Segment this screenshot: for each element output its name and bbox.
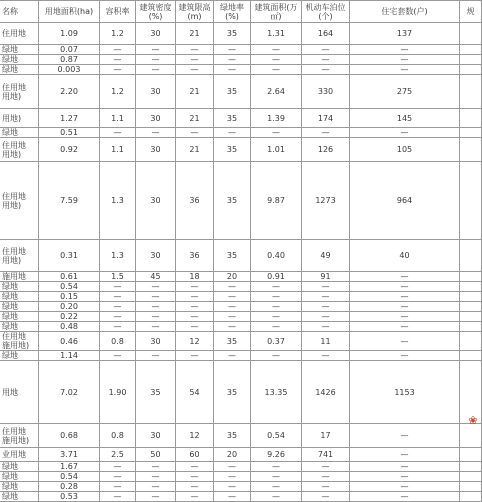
- table-cell: —: [350, 282, 460, 292]
- table-cell: 12: [176, 332, 214, 351]
- table-row: [0, 351, 482, 361]
- table-row: [0, 492, 482, 502]
- table-cell: 36: [176, 240, 214, 272]
- table-cell: —: [136, 55, 176, 65]
- table-cell: 1.3: [100, 240, 136, 272]
- table-cell: 0.61: [39, 272, 100, 282]
- table-cell: 45: [136, 272, 176, 282]
- table-cell: —: [214, 472, 251, 482]
- table-cell: 0.07: [39, 45, 100, 55]
- table-cell: 1153: [350, 361, 460, 424]
- table-cell: —: [100, 322, 136, 332]
- table-cell: [460, 472, 482, 482]
- table-cell: —: [176, 292, 214, 302]
- table-cell: 30: [136, 109, 176, 128]
- row-name-cell: 住用地 用地): [0, 75, 39, 109]
- table-cell: —: [100, 472, 136, 482]
- table-cell: —: [302, 55, 350, 65]
- table-cell: 1.31: [251, 23, 302, 45]
- table-cell: —: [136, 128, 176, 138]
- table-cell: 20: [214, 272, 251, 282]
- table-cell: 0.37: [251, 332, 302, 351]
- table-cell: 49: [302, 240, 350, 272]
- wechat-icon: ❀: [468, 414, 478, 427]
- row-name-cell: 绿地: [0, 472, 39, 482]
- table-cell: 30: [136, 424, 176, 448]
- table-cell: 0.54: [251, 424, 302, 448]
- table-cell: 164: [302, 23, 350, 45]
- row-name-cell: 绿地: [0, 492, 39, 502]
- row-name-cell: 绿地: [0, 292, 39, 302]
- table-cell: —: [302, 128, 350, 138]
- table-cell: —: [214, 302, 251, 312]
- row-name-cell: 施用地: [0, 272, 39, 282]
- table-cell: 0.68: [39, 424, 100, 448]
- table-cell: —: [176, 45, 214, 55]
- row-name-cell: 用地): [0, 109, 39, 128]
- table-cell: —: [251, 462, 302, 472]
- table-cell: 1.90: [100, 361, 136, 424]
- table-cell: —: [136, 65, 176, 75]
- table-cell: [460, 128, 482, 138]
- table-cell: —: [251, 472, 302, 482]
- table-cell: 35: [214, 361, 251, 424]
- table-cell: —: [350, 55, 460, 65]
- row-name-cell: 住用地: [0, 23, 39, 45]
- row-name-cell: 绿地: [0, 55, 39, 65]
- table-cell: —: [214, 462, 251, 472]
- table-cell: —: [176, 351, 214, 361]
- table-cell: —: [302, 492, 350, 502]
- table-cell: —: [302, 45, 350, 55]
- table-cell: 36: [176, 162, 214, 240]
- table-cell: 60: [176, 448, 214, 462]
- table-cell: 1.27: [39, 109, 100, 128]
- table-row: [0, 462, 482, 472]
- table-row: [0, 55, 482, 65]
- table-cell: 0.31: [39, 240, 100, 272]
- table-cell: —: [176, 492, 214, 502]
- table-cell: —: [136, 292, 176, 302]
- table-cell: —: [251, 292, 302, 302]
- table-cell: 21: [176, 23, 214, 45]
- table-cell: 1.2: [100, 23, 136, 45]
- table-cell: —: [251, 282, 302, 292]
- table-cell: —: [350, 462, 460, 472]
- table-cell: —: [350, 45, 460, 55]
- table-cell: 7.59: [39, 162, 100, 240]
- table-cell: —: [136, 492, 176, 502]
- table-cell: 0.87: [39, 55, 100, 65]
- table-cell: 145: [350, 109, 460, 128]
- row-name-cell: 绿地: [0, 65, 39, 75]
- header-cell: 住宅套数(户): [350, 1, 460, 23]
- table-row: [0, 332, 482, 351]
- table-cell: 1.3: [100, 162, 136, 240]
- table-cell: —: [251, 322, 302, 332]
- table-cell: —: [251, 302, 302, 312]
- table-cell: —: [100, 292, 136, 302]
- table-cell: [460, 109, 482, 128]
- table-cell: 0.54: [39, 282, 100, 292]
- row-name-cell: 绿地: [0, 312, 39, 322]
- table-cell: 1.09: [39, 23, 100, 45]
- table-cell: 1.67: [39, 462, 100, 472]
- table-cell: —: [350, 351, 460, 361]
- table-cell: 105: [350, 138, 460, 162]
- table-cell: —: [100, 55, 136, 65]
- table-cell: —: [251, 351, 302, 361]
- table-cell: —: [350, 312, 460, 322]
- table-cell: 35: [214, 109, 251, 128]
- table-cell: —: [136, 282, 176, 292]
- table-cell: 30: [136, 332, 176, 351]
- table-cell: [460, 448, 482, 462]
- table-cell: 1.1: [100, 109, 136, 128]
- table-cell: 741: [302, 448, 350, 462]
- table-cell: [460, 138, 482, 162]
- table-cell: [460, 23, 482, 45]
- table-row: [0, 75, 482, 109]
- table-cell: 0.51: [39, 128, 100, 138]
- table-cell: —: [100, 492, 136, 502]
- table-cell: 35: [214, 138, 251, 162]
- table-cell: —: [176, 302, 214, 312]
- header-cell: 建筑密度(%): [136, 1, 176, 23]
- row-name-cell: 绿地: [0, 128, 39, 138]
- table-row: [0, 128, 482, 138]
- table-cell: [460, 65, 482, 75]
- table-cell: —: [214, 55, 251, 65]
- table-cell: —: [176, 322, 214, 332]
- table-cell: —: [100, 65, 136, 75]
- table-cell: —: [350, 424, 460, 448]
- table-cell: —: [251, 128, 302, 138]
- table-cell: 0.91: [251, 272, 302, 282]
- row-name-cell: 绿地: [0, 322, 39, 332]
- table-cell: —: [136, 482, 176, 492]
- table-cell: 964: [350, 162, 460, 240]
- table-cell: 30: [136, 162, 176, 240]
- table-cell: —: [136, 322, 176, 332]
- table-cell: —: [214, 292, 251, 302]
- table-cell: [460, 482, 482, 492]
- table-cell: —: [100, 462, 136, 472]
- table-cell: 137: [350, 23, 460, 45]
- table-cell: —: [136, 462, 176, 472]
- table-cell: [460, 75, 482, 109]
- table-cell: —: [251, 492, 302, 502]
- table-cell: —: [214, 322, 251, 332]
- table-cell: 35: [214, 424, 251, 448]
- table-cell: 0.22: [39, 312, 100, 322]
- header-cell: 规: [460, 1, 482, 23]
- table-cell: [460, 332, 482, 351]
- table-cell: 20: [214, 448, 251, 462]
- table-cell: 21: [176, 109, 214, 128]
- header-cell: 名称: [0, 1, 39, 23]
- table-cell: 1.39: [251, 109, 302, 128]
- table-cell: [460, 45, 482, 55]
- table-cell: 50: [136, 448, 176, 462]
- table-cell: —: [100, 128, 136, 138]
- table-cell: —: [251, 482, 302, 492]
- table-cell: —: [214, 282, 251, 292]
- header-cell: 建筑面积(万㎡): [251, 1, 302, 23]
- header-cell: 建筑限高(m): [176, 1, 214, 23]
- table-cell: 1.1: [100, 138, 136, 162]
- table-cell: 275: [350, 75, 460, 109]
- table-cell: —: [176, 472, 214, 482]
- table-cell: 35: [214, 240, 251, 272]
- table-cell: 7.02: [39, 361, 100, 424]
- table-cell: —: [251, 312, 302, 322]
- header-cell: 机动车泊位(个): [302, 1, 350, 23]
- table-cell: —: [214, 492, 251, 502]
- table-cell: —: [251, 65, 302, 75]
- table-cell: —: [100, 302, 136, 312]
- table-cell: [460, 462, 482, 472]
- table-cell: 1.5: [100, 272, 136, 282]
- table-cell: 35: [214, 23, 251, 45]
- table-cell: 0.003: [39, 65, 100, 75]
- header-cell: 用地面积(ha): [39, 1, 100, 23]
- table-cell: 3.71: [39, 448, 100, 462]
- table-row: [0, 162, 482, 240]
- table-cell: —: [350, 332, 460, 351]
- table-cell: 2.20: [39, 75, 100, 109]
- table-cell: 0.8: [100, 332, 136, 351]
- table-cell: 1426: [302, 361, 350, 424]
- table-cell: —: [302, 472, 350, 482]
- row-name-cell: 住用地 用地): [0, 162, 39, 240]
- table-cell: [460, 162, 482, 240]
- row-name-cell: 绿地: [0, 351, 39, 361]
- table-cell: [460, 292, 482, 302]
- table-cell: —: [214, 482, 251, 492]
- row-name-cell: 住用地 施用地): [0, 424, 39, 448]
- table-cell: —: [176, 65, 214, 75]
- row-name-cell: 用地: [0, 361, 39, 424]
- table-row: [0, 45, 482, 55]
- table-row: [0, 272, 482, 282]
- table-cell: 17: [302, 424, 350, 448]
- row-name-cell: 绿地: [0, 482, 39, 492]
- table-cell: 330: [302, 75, 350, 109]
- table-row: [0, 23, 482, 45]
- table-cell: 0.92: [39, 138, 100, 162]
- table-row: [0, 448, 482, 462]
- table-cell: 0.48: [39, 322, 100, 332]
- table-cell: —: [100, 282, 136, 292]
- table-cell: [460, 240, 482, 272]
- table-cell: 1273: [302, 162, 350, 240]
- row-name-cell: 业用地: [0, 448, 39, 462]
- table-cell: [460, 302, 482, 312]
- table-cell: —: [302, 302, 350, 312]
- table-cell: —: [176, 482, 214, 492]
- table-cell: 91: [302, 272, 350, 282]
- table-cell: —: [350, 492, 460, 502]
- table-row: [0, 302, 482, 312]
- table-row: [0, 322, 482, 332]
- header-row: [0, 1, 482, 23]
- table-cell: —: [136, 312, 176, 322]
- table-cell: —: [214, 312, 251, 322]
- table-cell: —: [350, 272, 460, 282]
- table-cell: 30: [136, 75, 176, 109]
- table-row: [0, 472, 482, 482]
- table-cell: 54: [176, 361, 214, 424]
- table-cell: 0.54: [39, 472, 100, 482]
- table-cell: 30: [136, 23, 176, 45]
- table-row: [0, 312, 482, 322]
- table-body: [0, 23, 482, 502]
- table-cell: 0.8: [100, 424, 136, 448]
- table-cell: —: [350, 322, 460, 332]
- table-cell: 30: [136, 138, 176, 162]
- table-cell: —: [302, 312, 350, 322]
- row-name-cell: 住用地 施用地): [0, 332, 39, 351]
- table-cell: 0.40: [251, 240, 302, 272]
- row-name-cell: 绿地: [0, 45, 39, 55]
- table-cell: 18: [176, 272, 214, 282]
- table-cell: —: [100, 482, 136, 492]
- table-row: [0, 361, 482, 424]
- row-name-cell: 绿地: [0, 302, 39, 312]
- table-cell: —: [350, 448, 460, 462]
- table-cell: —: [350, 302, 460, 312]
- table-cell: [460, 282, 482, 292]
- table-cell: —: [350, 65, 460, 75]
- table-cell: 21: [176, 138, 214, 162]
- table-cell: —: [176, 462, 214, 472]
- table-row: [0, 65, 482, 75]
- table-cell: —: [350, 128, 460, 138]
- table-cell: —: [176, 128, 214, 138]
- table-cell: [460, 492, 482, 502]
- table-cell: 0.15: [39, 292, 100, 302]
- table-cell: —: [251, 55, 302, 65]
- table-cell: 35: [136, 361, 176, 424]
- table-cell: 0.20: [39, 302, 100, 312]
- table-cell: [460, 55, 482, 65]
- table-cell: —: [302, 322, 350, 332]
- table-row: [0, 292, 482, 302]
- table-cell: 2.5: [100, 448, 136, 462]
- table-cell: 174: [302, 109, 350, 128]
- table-row: [0, 240, 482, 272]
- table-row: [0, 138, 482, 162]
- table-cell: —: [350, 482, 460, 492]
- table-cell: —: [136, 45, 176, 55]
- table-cell: 21: [176, 75, 214, 109]
- header-cell: 容积率: [100, 1, 136, 23]
- row-name-cell: 绿地: [0, 462, 39, 472]
- table-cell: [460, 272, 482, 282]
- table-cell: 9.87: [251, 162, 302, 240]
- table-cell: —: [214, 351, 251, 361]
- table-row: [0, 109, 482, 128]
- table-cell: [460, 322, 482, 332]
- table-cell: —: [176, 312, 214, 322]
- table-cell: —: [136, 472, 176, 482]
- table-cell: —: [214, 65, 251, 75]
- table-cell: —: [302, 351, 350, 361]
- table-cell: —: [302, 462, 350, 472]
- table-cell: 35: [214, 332, 251, 351]
- table-cell: 35: [214, 75, 251, 109]
- table-cell: —: [302, 482, 350, 492]
- table-cell: 9.26: [251, 448, 302, 462]
- row-name-cell: 绿地: [0, 282, 39, 292]
- table-cell: —: [100, 45, 136, 55]
- table-cell: 0.46: [39, 332, 100, 351]
- table-cell: —: [100, 351, 136, 361]
- table-cell: —: [350, 292, 460, 302]
- table-cell: 35: [214, 162, 251, 240]
- table-cell: 30: [136, 240, 176, 272]
- table-cell: 40: [350, 240, 460, 272]
- table-cell: —: [100, 312, 136, 322]
- table-cell: 1.01: [251, 138, 302, 162]
- table-cell: —: [176, 282, 214, 292]
- table-cell: —: [214, 128, 251, 138]
- table-cell: 2.64: [251, 75, 302, 109]
- row-name-cell: 住用地 用地): [0, 138, 39, 162]
- table-cell: —: [136, 351, 176, 361]
- table-row: [0, 282, 482, 292]
- header-cell: 绿地率(%): [214, 1, 251, 23]
- table-cell: —: [302, 292, 350, 302]
- table-cell: 12: [176, 424, 214, 448]
- table-cell: [460, 312, 482, 322]
- table-cell: —: [302, 65, 350, 75]
- table-cell: —: [176, 55, 214, 65]
- table-cell: 0.53: [39, 492, 100, 502]
- table-row: [0, 424, 482, 448]
- table-cell: —: [350, 472, 460, 482]
- table-cell: 1.14: [39, 351, 100, 361]
- table-cell: 1.2: [100, 75, 136, 109]
- table-cell: 0.28: [39, 482, 100, 492]
- table-cell: 11: [302, 332, 350, 351]
- table-cell: —: [214, 45, 251, 55]
- table-cell: —: [251, 45, 302, 55]
- table-cell: 126: [302, 138, 350, 162]
- table-cell: 13.35: [251, 361, 302, 424]
- table-cell: —: [302, 282, 350, 292]
- table-cell: —: [136, 302, 176, 312]
- row-name-cell: 住用地 用地): [0, 240, 39, 272]
- table-cell: [460, 351, 482, 361]
- table-row: [0, 482, 482, 492]
